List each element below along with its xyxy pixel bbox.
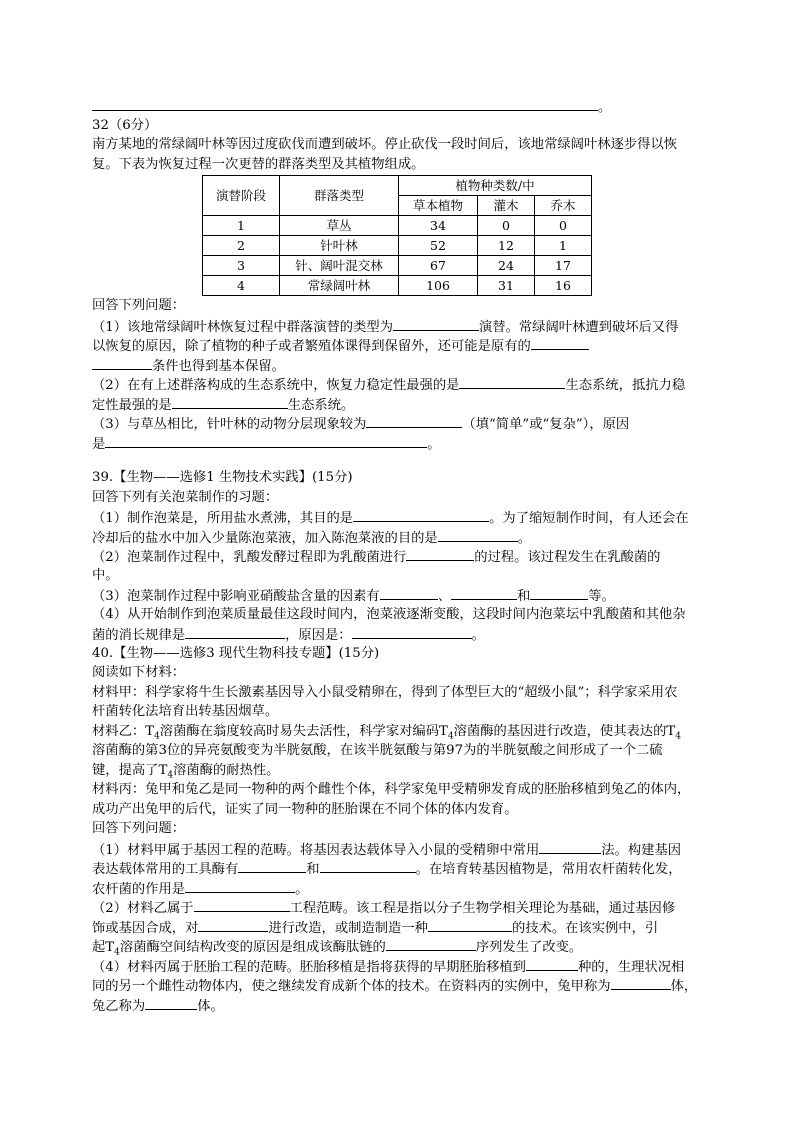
blank[interactable] <box>451 585 517 600</box>
blank[interactable] <box>438 527 518 542</box>
q40-part1: 农杆菌的作用是 。 <box>92 878 716 898</box>
q32-prompt: 回答下列问题： <box>92 298 186 313</box>
blank[interactable] <box>105 433 427 448</box>
q32-part2: （2）在有上述群落构成的生态系统中，恢复力稳定性最强的是 生态系统，抵抗力稳 <box>92 374 716 394</box>
blank[interactable] <box>353 507 489 522</box>
blank[interactable] <box>172 394 288 409</box>
q32-intro: 复。下表为恢复过程一次更替的群落类型及其植物组成。 <box>92 156 425 172</box>
blank[interactable] <box>145 995 197 1010</box>
table-header: 乔木 <box>535 196 592 216</box>
q39-part3: （3）泡菜制作过程中影响亚硝酸盐含量的因素有 、 和 等。 <box>92 585 716 605</box>
table-header: 植物种类数/中 <box>399 176 592 196</box>
blank[interactable] <box>352 624 472 639</box>
succession-table <box>202 175 592 296</box>
table-row: 4 常绿阔叶林 106 31 16 <box>203 276 592 296</box>
table-header: 草本植物 <box>399 196 478 216</box>
q32-part3: （3）与草丛相比，针叶林的动物分层现象较为 （填“简单”或“复杂”），原因 <box>92 413 716 433</box>
blank[interactable] <box>185 624 285 639</box>
q32-part3: 是 。 <box>92 433 716 453</box>
q32-intro: 南方某地的常绿阔叶林等因过度砍伐而遭到破坏。停止砍伐一段时间后，该地常绿阔叶林逐步得以恢 <box>92 137 678 152</box>
q39-part1: （1）制作泡菜是，所用盐水煮沸，其目的是 。为了缩短制作时间，有人还会在 <box>92 507 716 527</box>
material-b: 材料乙：$T_4$溶菌酶在翁度较高时易失去活性，科学家对编码$T_4$溶菌酶的基因进行改造，使其表达的$T_4$ <box>92 723 681 742</box>
q40-part2: （2）材料乙属于 工程范畴。该工程是指以分子生物学相关理论为基础，通过基因修 <box>92 897 716 917</box>
q40-part4: （4）材料丙属于胚胎工程的范畴。胚胎移植是指将获得的早期胚胎移植到 种的，生理状况相 <box>92 956 716 976</box>
q39-prompt: 回答下列有关泡菜制作的习题： <box>92 489 279 505</box>
table-header: 灌木 <box>478 196 535 216</box>
blank[interactable] <box>526 956 578 971</box>
q40-part1: （1）材料甲属于基因工程的范畴。将基因表达载体导入小鼠的受精卵中常用 法。构建基因 <box>92 839 716 859</box>
q39-part1: 冷却后的盐水中加入少量陈泡菜液，加入陈泡菜液的目的是 。 <box>92 527 716 547</box>
blank[interactable] <box>531 335 589 350</box>
exam-page <box>92 96 716 1014</box>
table-header: 演替阶段 <box>203 176 280 216</box>
q40-heading: 40.【生物——选修3 现代生物科技专题】(15分) <box>92 645 380 661</box>
blank[interactable] <box>459 374 565 389</box>
answer-line-top: 。 <box>92 96 716 116</box>
blank[interactable] <box>238 858 306 873</box>
q40-part4: 同的另一个雌性动物体内，使之继续发育成新个体的技术。在资料丙的实例中，兔甲称为 体， <box>92 975 716 995</box>
material-c: 材料丙：兔甲和兔乙是同一物种的两个雌性个体，科学家兔甲受精卵发育成的胚胎移植到兔乙的体内， <box>92 782 691 797</box>
material-b: 溶菌酶的第3位的异亮氨酸变为半胱氨酸，在该半胱氨酸与第97为的半胱氨酸之间形成了一个二硫 <box>92 743 663 758</box>
q40-prompt: 回答下列问题： <box>92 821 186 836</box>
blank[interactable] <box>393 316 479 331</box>
blank[interactable] <box>406 546 474 561</box>
q40-part1: 表达载体常用的工具酶有 和 。在培育转基因植物是，常用农杆菌转化发， <box>92 858 716 878</box>
blank[interactable] <box>92 355 152 370</box>
blank[interactable] <box>386 936 476 951</box>
q40-part2: 饰或基因合成，对 进行改造，或制造制造一种 的技术。在该实例中，引 <box>92 917 716 937</box>
table-row: 3 针、阔叶混交林 67 24 17 <box>203 256 592 276</box>
blank[interactable] <box>428 917 512 932</box>
blank[interactable] <box>366 413 462 428</box>
q32-part1: 条件也得到基本保留。 <box>92 355 716 375</box>
blank[interactable] <box>185 878 295 893</box>
table-header: 群落类型 <box>280 176 399 216</box>
q32-part2: 定性最强的是 生态系统。 <box>92 394 716 414</box>
q39-part4: （4）从开始制作到泡菜质量最佳这段时间内，泡菜液逐渐变酸，这段时间内泡菜坛中乳酸菌和其他杂 <box>92 606 686 622</box>
blank[interactable] <box>530 585 588 600</box>
material-a: 杆菌转化法培育出转基因烟草。 <box>92 704 279 719</box>
q40-part2: 起$T_4$溶菌酶空间结构改变的原因是组成该酶肽链的 序列发生了改变。 <box>92 936 716 956</box>
q39-part2: （2）泡菜制作过程中，乳酸发酵过程即为乳酸菌进行 的过程。该过程发生在乳酸菌的 <box>92 546 716 566</box>
blank[interactable] <box>611 975 671 990</box>
blank[interactable] <box>92 96 598 111</box>
material-c: 成功产出兔甲的后代，证实了同一物种的胚胎课在不同个体的体内发育。 <box>92 801 518 817</box>
q32-part1: 以恢复的原因，除了植物的种子或者繁殖体课得到保留外，还可能是原有的 <box>92 335 716 355</box>
material-b: 键，提高了$T_4$溶菌酶的耐热性。 <box>92 762 280 781</box>
blank[interactable] <box>320 858 416 873</box>
blank[interactable] <box>539 839 601 854</box>
q39-heading: 39.【生物——选修1 生物技术实践】(15分) <box>92 470 353 485</box>
q32-part1: （1）该地常绿阔叶林恢复过程中群落演替的类型为 演替。常绿阔叶林遭到破坏后又得 <box>92 316 716 336</box>
blank[interactable] <box>380 585 438 600</box>
q39-part4: 菌的消长规律是 ，原因是： 。 <box>92 624 716 644</box>
q32-heading: 32（6分） <box>92 117 158 133</box>
material-a: 材料甲：科学家将牛生长激素基因导入小鼠受精卵在，得到了体型巨大的“超级小鼠”；科学家采用农 <box>92 684 678 700</box>
q39-part2: 中。 <box>92 567 119 583</box>
q40-read: 阅读如下材料： <box>92 665 186 680</box>
table-row: 2 针叶林 52 12 1 <box>203 236 592 256</box>
blank[interactable] <box>194 897 290 912</box>
blank[interactable] <box>198 917 268 932</box>
table-row: 1 草丛 34 0 0 <box>203 216 592 236</box>
q40-part4: 兔乙称为 体。 <box>92 995 716 1015</box>
